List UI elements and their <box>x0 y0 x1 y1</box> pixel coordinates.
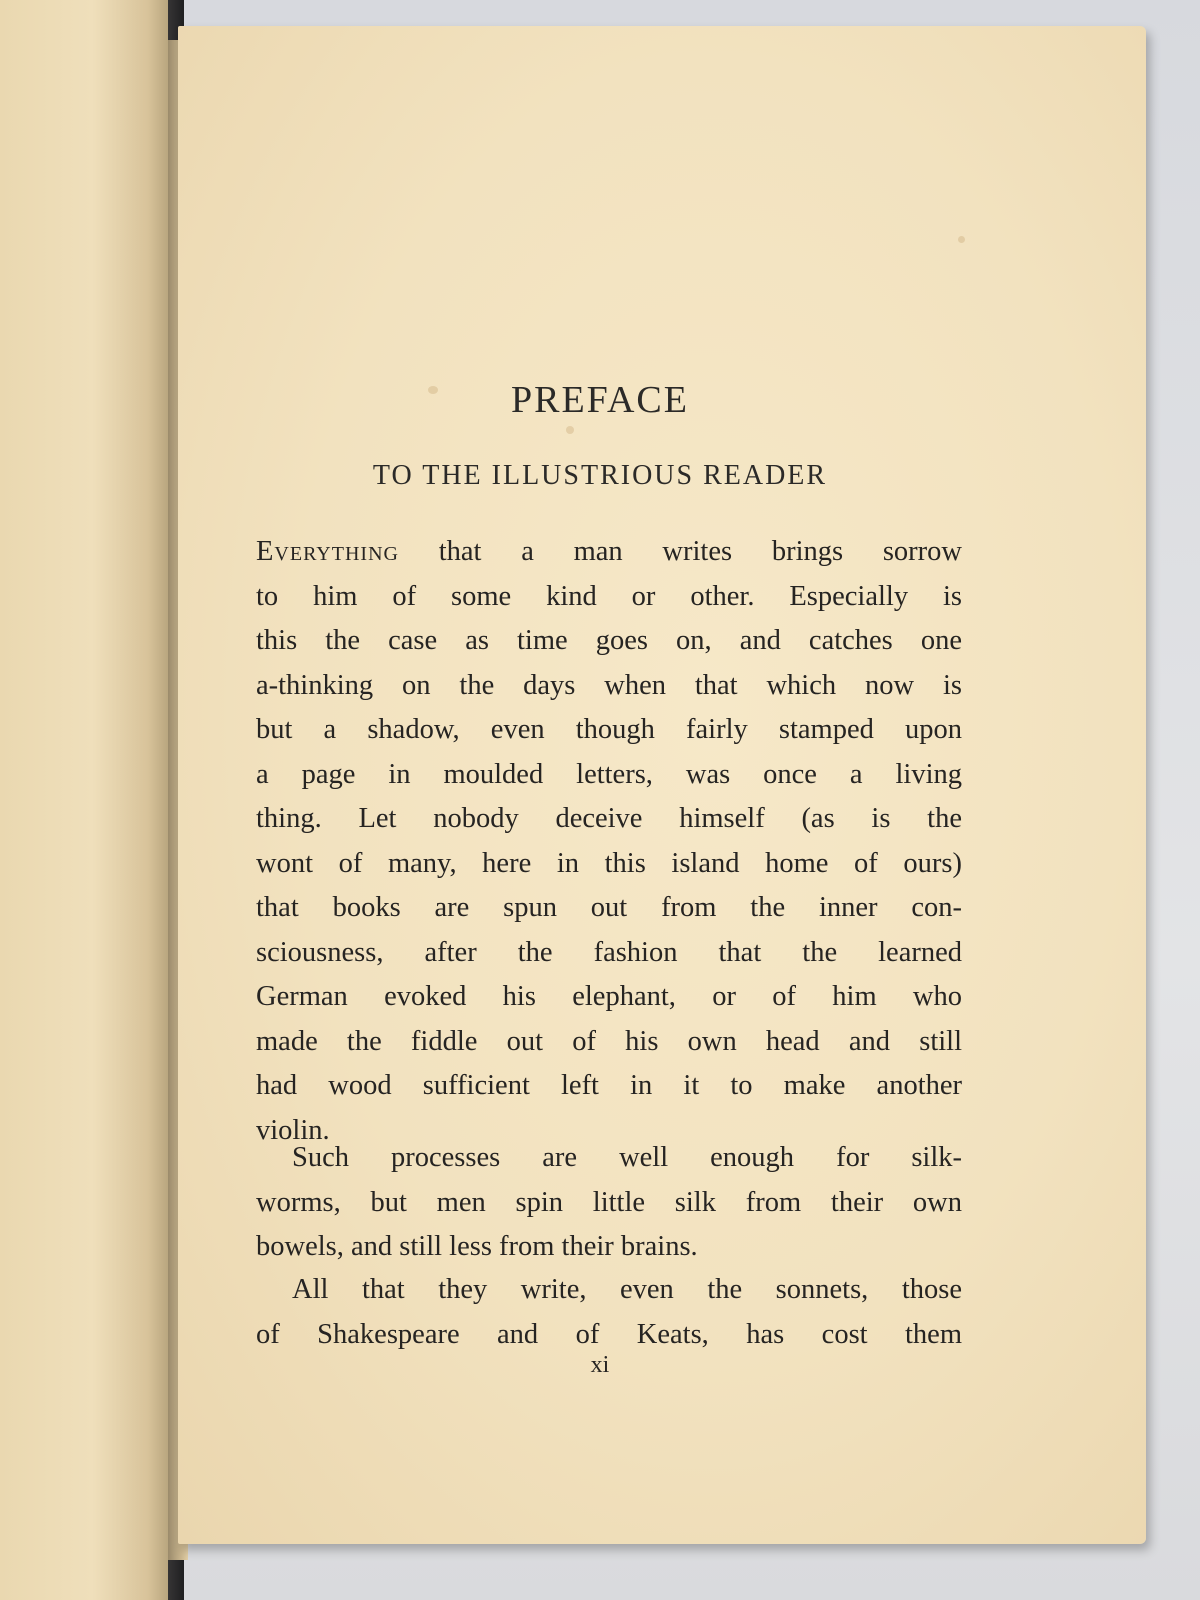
text-line: violin. <box>256 1114 330 1146</box>
text-line-content: that a man writes brings sorrow <box>398 536 962 567</box>
lead-word: Everything <box>256 536 399 567</box>
text-line <box>256 530 962 575</box>
page-title: PREFACE <box>510 379 689 421</box>
text-line: to him of some kind or other. Especially is <box>256 580 962 612</box>
text-line: this the case as time goes on, and catches one <box>256 625 962 656</box>
text-line: sciousness, after the fashion that the learned <box>256 936 962 968</box>
text-line: a-thinking on the days when that which now is <box>256 669 962 701</box>
text-line: worms, but men spin little silk from their own <box>256 1186 962 1218</box>
page-number: xi <box>590 1352 610 1378</box>
text-line: German evoked his elephant, or of him who <box>256 981 962 1012</box>
text-line: made the fiddle out of his own head and still <box>256 1025 962 1057</box>
page-stain <box>958 236 965 243</box>
text-line: had wood sufficient left in it to make another <box>256 1070 962 1101</box>
text-line: but a shadow, even though fairly stamped upon <box>256 714 962 745</box>
paragraph-3 <box>256 1268 962 1357</box>
page-stain <box>566 426 574 434</box>
text-line: All that they write, even the sonnets, those <box>292 1274 962 1305</box>
text-line: bowels, and still less from their brains. <box>256 1231 698 1262</box>
text-line: of Shakespeare and of Keats, has cost them <box>256 1318 962 1350</box>
text-line: that books are spun out from the inner con- <box>256 892 962 923</box>
text-line: a page in moulded letters, was once a living <box>256 758 962 790</box>
paragraph-2 <box>256 1136 962 1270</box>
paragraph-1 <box>256 530 962 1153</box>
page-subtitle: TO THE ILLUSTRIOUS READER <box>372 460 828 491</box>
text-line: Such processes are well enough for silk- <box>292 1142 962 1173</box>
text-line: wont of many, here in this island home of ours) <box>256 847 962 879</box>
text-line: thing. Let nobody deceive himself (as is the <box>256 803 962 834</box>
